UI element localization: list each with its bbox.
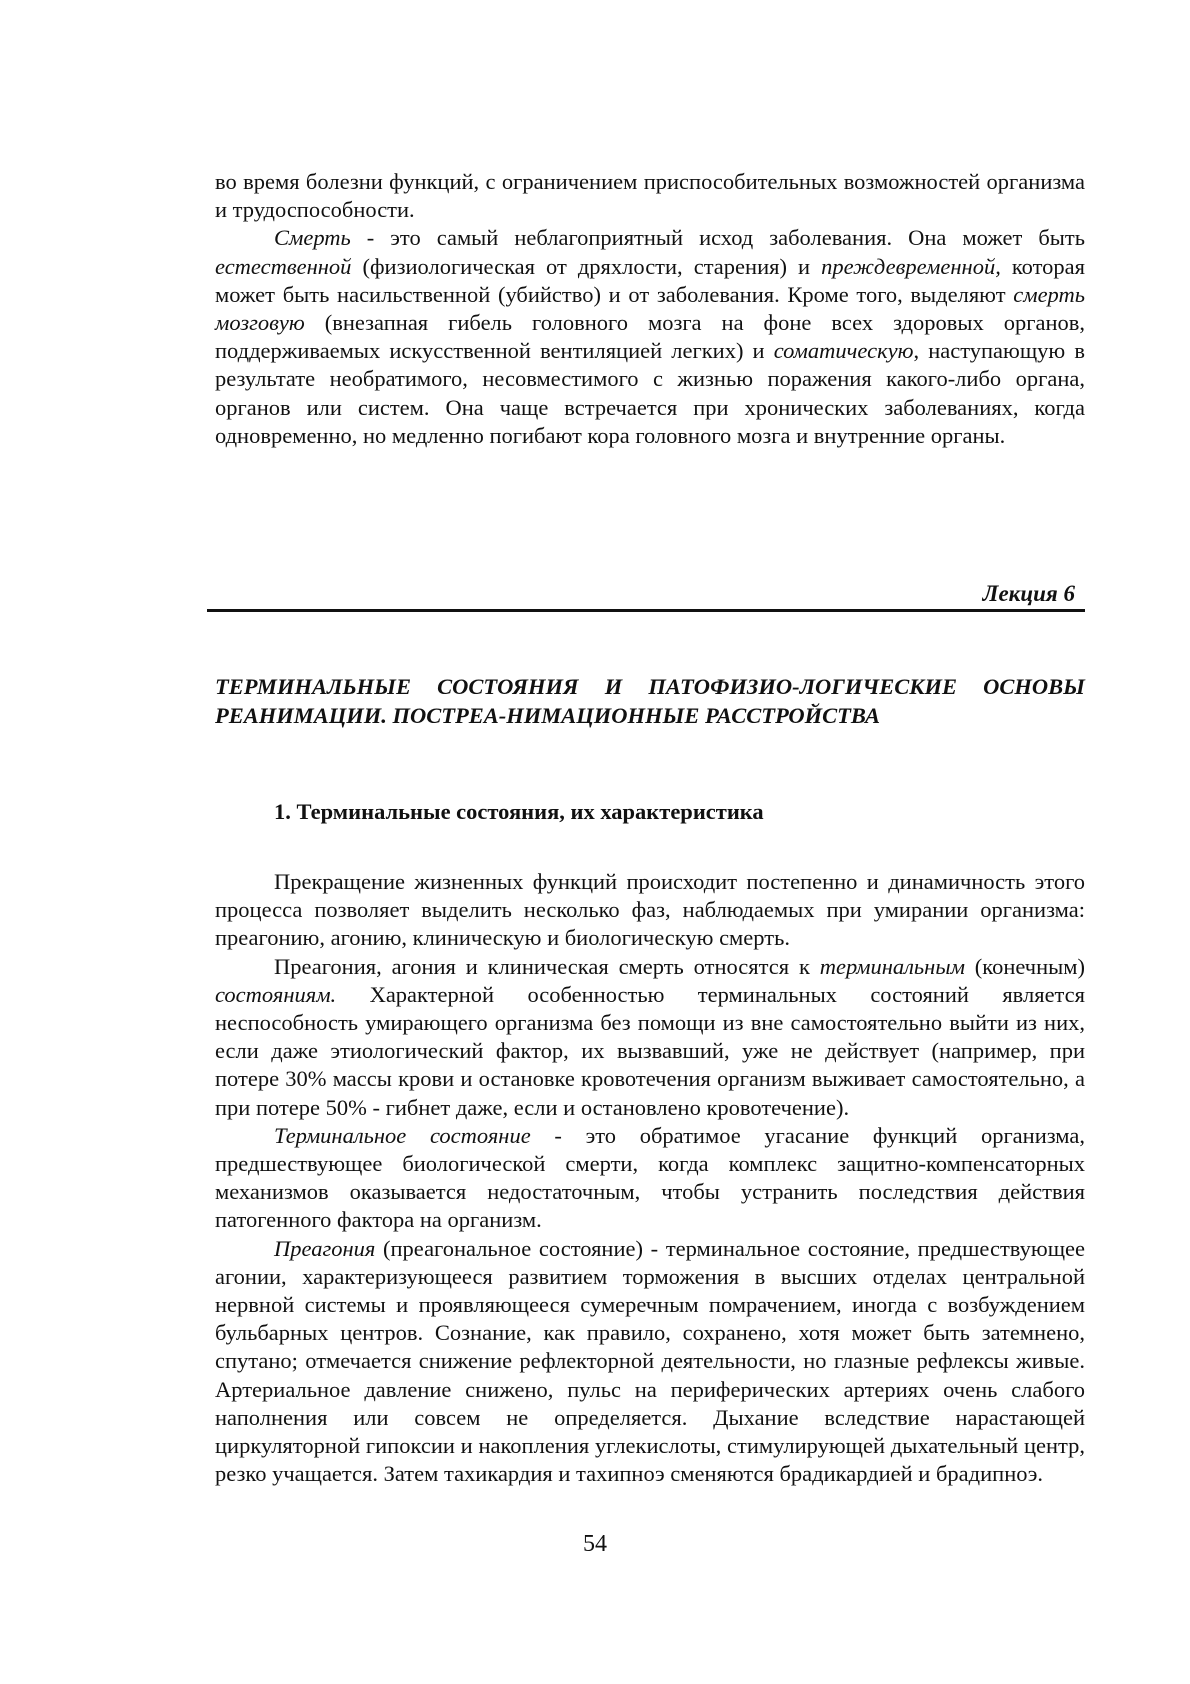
page-number: 54 bbox=[583, 1531, 607, 1557]
term-brain-death: смерть мозговую bbox=[215, 281, 1085, 336]
term-terminal-state: Терминальное состояние bbox=[274, 1122, 531, 1148]
term-preagony: Преагония bbox=[274, 1235, 376, 1261]
lecture-label: Лекция 6 bbox=[982, 581, 1075, 607]
term-death: Смерть bbox=[274, 225, 351, 251]
paragraph-death: Смерть - это самый неблагоприятный исход заболевания. Она может быть естественной (физиологическая от дряхлости, старения) и преждевременной, которая может быть насильственной (убийство) и от заболевания. Кроме того, выделяют смерть мозговую (внезапная гибель головного мозга на фоне всех здоровых органов, поддерживаемых искусственной вентиляцией легких) и соматическую, наступающую в результате необратимого, несовместимого с жизнью поражения какого-либо органа, органов или систем. Она чаще встречается при хронических заболеваниях, когда одновременно, но медленно погибают кора головного мозга и внутренние органы. bbox=[215, 225, 1085, 448]
term-states: состояниям. bbox=[215, 981, 337, 1007]
lecture-header bbox=[207, 580, 1085, 612]
chapter-title: ТЕРМИНАЛЬНЫЕ СОСТОЯНИЯ И ПАТОФИЗИО-ЛОГИЧЕСКИЕ ОСНОВЫ РЕАНИМАЦИИ. ПОСТРЕА-НИМАЦИОННЫЕ РАССТРОЙСТВА bbox=[215, 674, 1085, 729]
term-natural: естественной bbox=[215, 253, 352, 279]
paragraph-preagony: Преагония (преагональное состояние) - терминальное состояние, предшествующее агонии, характеризующееся развитием торможения в высших отделах центральной нервной системы и проявляющееся сумеречным помрачением, иногда с возбуждением бульбарных центров. Сознание, как правило, сохранено, хотя может быть затемнено, спутано; отмечается снижение рефлекторной деятельности, но глазные рефлексы живые. Артериальное давление снижено, пульс на периферических артериях очень слабого наполнения или совсем не определяется. Дыхание вследствие нарастающей циркуляторной гипоксии и накопления углекислоты, стимулирующей дыхательный центр, резко учащается. Затем тахикардия и тахипноэ сменяются брадикардией и брадипноэ. bbox=[215, 1235, 1085, 1487]
section-heading: 1. Терминальные состояния, их характеристика bbox=[274, 799, 764, 825]
paragraph-1: во время болезни функций, с ограничением приспособительных возможностей организма и трудоспособности. bbox=[215, 169, 1085, 223]
term-somatic: соматическую bbox=[773, 338, 914, 364]
term-premature: преждевременной, bbox=[821, 253, 1001, 279]
term-terminal: терминальным bbox=[819, 953, 965, 979]
document-page bbox=[215, 168, 1085, 1489]
paragraph-terminal: Преагония, агония и клиническая смерть относятся к терминальным (конечным) состояниям. Характерной особенностью терминальных состояний является неспособность умирающего организма без помощи из вне самостоятельно выйти из них, если даже этиологический фактор, их вызвавший, уже не действует (например, при потере 30% массы крови и остановке кровотечения организм выживает самостоятельно, а при потере 50% - гибнет даже, если и остановлено кровотечение). bbox=[215, 953, 1085, 1120]
paragraph-terminal-definition: Терминальное состояние - это обратимое угасание функций организма, предшествующее биологической смерти, когда комплекс защитно-компенсаторных механизмов оказывается недостаточным, чтобы устранить последствия действия патогенного фактора на организм. bbox=[215, 1122, 1086, 1233]
paragraph-phases: Прекращение жизненных функций происходит постепенно и динамичность этого процесса позволяет выделить несколько фаз, наблюдаемых при умирании организма: преагонию, агонию, клиническую и биологическую смерть. bbox=[215, 869, 1085, 951]
